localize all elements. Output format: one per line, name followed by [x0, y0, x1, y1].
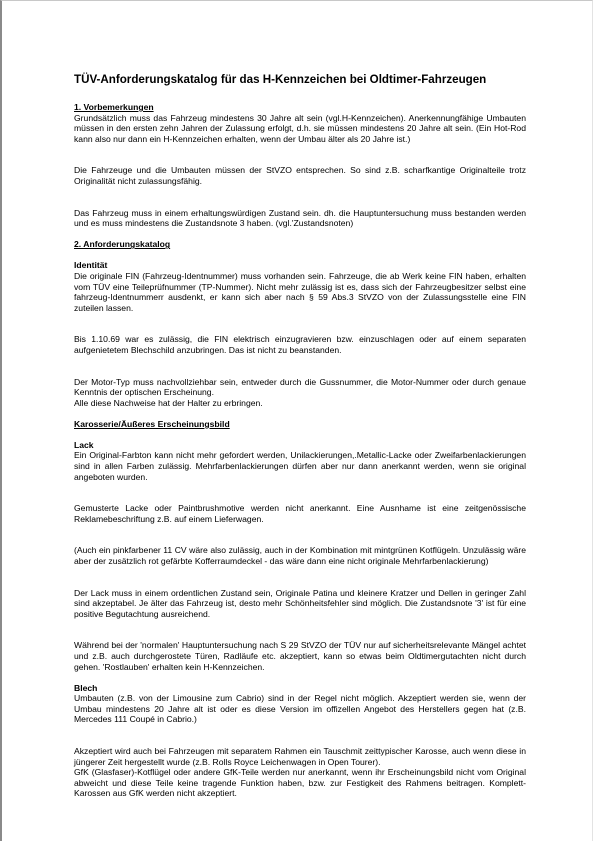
paragraph: Die Fahrzeuge und die Umbauten müssen der StVZO entsprechen. So sind z.B. scharfkantige Originalteile trotz Originalität nicht zulassungsfähig.: [74, 165, 526, 186]
paragraph: Alle diese Nachweise hat der Halter zu erbringen.: [74, 397, 263, 408]
paragraph: Ein Original-Farbton kann nicht mehr gefordert werden, Unilackierungen,.Metallic-Lacke oder Zweifarbenlackierungen sind in allen Farben zulässig. Mehrfarbenlackierungen dürfen aber nur dann anerkannt werden, wenn sie original angeboten wurden.: [74, 450, 526, 482]
paragraph: Der Motor-Typ muss nachvollziehbar sein, entweder durch die Gussnummer, die Motor-Nummer oder durch genaue Kenntnis der optischen Erscheinung.: [74, 376, 526, 398]
paragraph: Das Fahrzeug muss in einem erhaltungswürdigen Zustand sein. dh. die Hauptuntersuchung muss bestanden werden und es muss mindestens die Zustandsnote 3 haben. (vgl.'Zustandsnoten): [74, 207, 526, 229]
paragraph: GfK (Glasfaser)-Kotflügel oder andere GfK-Teile werden nur anerkannt, wenn ihr Erscheinungsbild nicht vom Original abweicht und diese Teile keine tragende Funktion haben, bzw. zur Festigkeit des Rahmens beitragen. Komplett-Karossen aus GfK werden nicht akzeptiert.: [74, 767, 526, 799]
section-heading-anforderungskatalog: 2. Anforderungskatalog: [74, 239, 171, 250]
subheading-identitaet: Identität: [74, 260, 108, 271]
paragraph: Bis 1.10.69 war es zulässig, die FIN elektrisch einzugravieren bzw. einzuschlagen oder auf einem separaten aufgenietetem Blechschild anzubringen. Das ist nicht zu beanstanden.: [74, 334, 526, 355]
paragraph: Grundsätzlich muss das Fahrzeug mindestens 30 Jahre alt sein (vgl.H-Kennzeichen). Anerkennungfähige Umbauten müssen in den ersten zehn Jahren der Zulassung erfolgt, d.h. sie müssen mindestens 20 Jahre alt sein. (Ein Hot-Rod kann also nur dann ein H-Kennzeichen erhalten, wenn der Umbau älter als 20 Jahre ist.): [74, 112, 526, 144]
section-heading-karosserie: Karosserie/Äußeres Erscheinungsbild: [74, 418, 230, 429]
paragraph: (Auch ein pinkfarbener 11 CV wäre also zulässig, auch in der Kombination mit mintgrünen Kotflügeln. Unzulässig wäre aber der zusätzlich rot gefärbte Kofferraumdeckel - das wäre dann eine nicht originale Mehrfarbenlackierung): [74, 545, 526, 567]
paragraph: Der Lack muss in einem ordentlichen Zustand sein, Originale Patina und kleinere Kratzer und Dellen in geringer Zahl sind akzeptabel. Je älter das Fahrzeug ist, desto mehr Schönheitsfehler sind möglich. Die Zustandsnote '3' ist für eine positive Begutachtung ausreichend.: [74, 587, 526, 619]
paragraph: Gemusterte Lacke oder Paintbrushmotive werden nicht anerkannt. Eine Ausnhame ist eine zeitgenössische Reklamebeschriftung z.B. auf einem Lieferwagen.: [74, 503, 526, 524]
paragraph: Akzeptiert wird auch bei Fahrzeugen mit separatem Rahmen ein Tauschmit zeittypischer Karosse, auch wenn diese in jüngerer Zeit hergestellt wurde (z.B. Rolls Royce Leichenwagen in Open Tourer).: [74, 746, 526, 767]
subheading-lack: Lack: [74, 439, 94, 450]
document-title: TÜV-Anforderungskatalog für das H-Kennzeichen bei Oldtimer-Fahrzeugen: [74, 73, 487, 86]
document-body: [74, 73, 526, 810]
paragraph: Die originale FIN (Fahrzeug-Identnummer) muss vorhanden sein. Fahrzeuge, die ab Werk keine FIN haben, erhalten vom TÜV eine Teileprüfnummer (TP-Nummer). Nicht mehr zulässig ist es, dass sich der Fahrzeugbesitzer selbst eine fahrzeug-Identnummerr ausdenkt, er kann sich aber nach § 59 Abs.3 StVZO von der Zulassungsstelle eine FIN zuteilen lassen.: [74, 270, 526, 313]
paragraph: Während bei der 'normalen' Hauptuntersuchung nach S 29 StVZO der TÜV nur auf sicherheitsrelevante Mängel achtet und z.B. auch durchgerostete Türen, Radläufe etc. akzeptiert, kann so etwas beim Oldtimergutachten nicht durch gehen. 'Rostlauben' erhalten kein H-Kennzeichen.: [74, 640, 526, 672]
subheading-blech: Blech: [74, 682, 98, 693]
section-heading-vorbemerkungen: 1. Vorbemerkungen: [74, 102, 154, 112]
paragraph: Umbauten (z.B. von der Limousine zum Cabrio) sind in der Regel nicht möglich. Akzeptiert werden sie, wenn der Umbau mindestens 20 Jahre alt ist oder es diese Version im offizellen Angebot des Herstellers gegen hat (z.B. Mercedes 111 Coupé in Cabrio.): [74, 693, 526, 725]
